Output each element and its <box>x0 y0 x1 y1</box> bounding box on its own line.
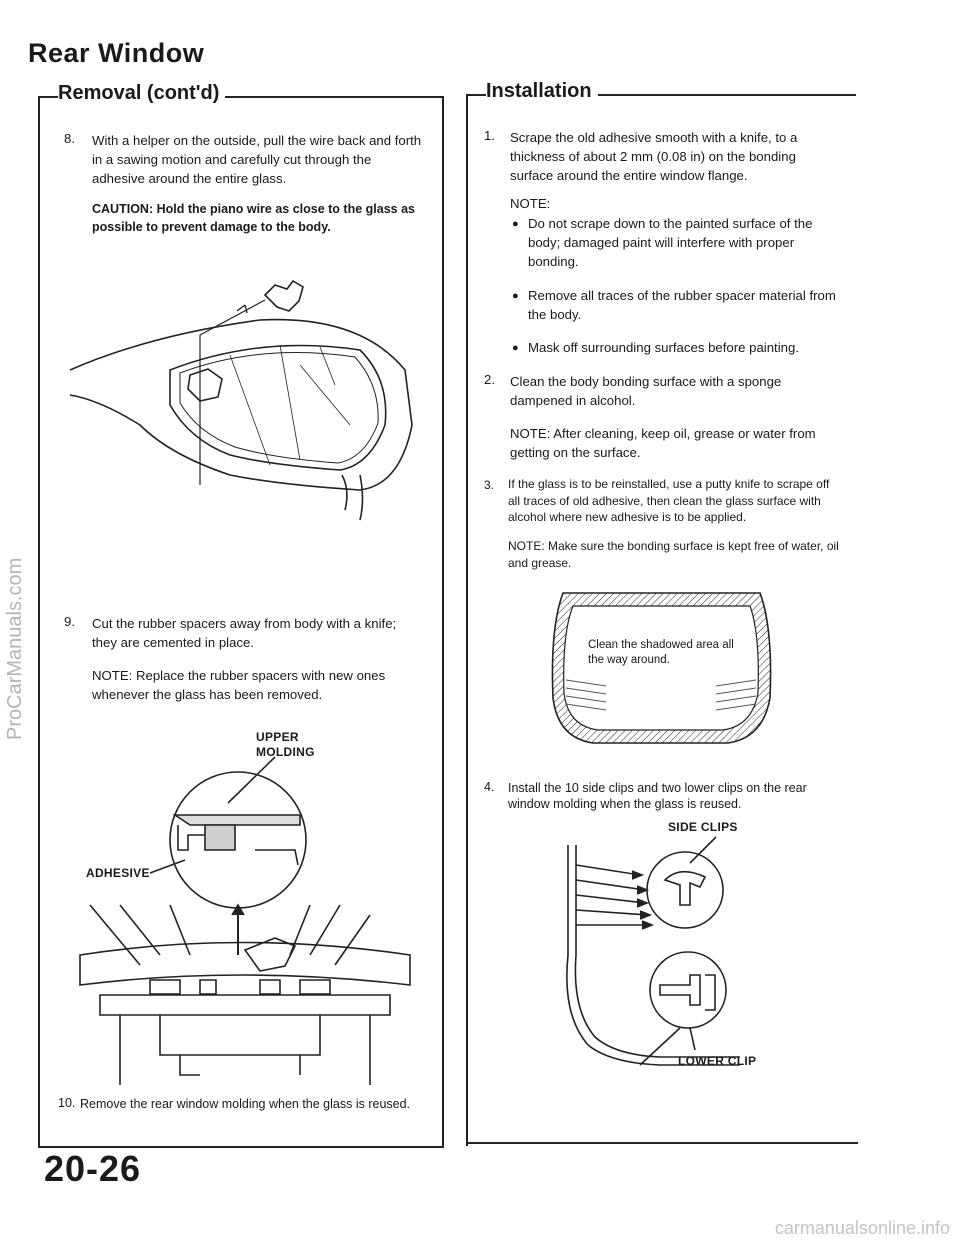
step1-number: 1. <box>484 128 495 143</box>
page-number: 20-26 <box>44 1148 142 1189</box>
step10-number: 10. <box>58 1096 76 1110</box>
step8-caution: CAUTION: Hold the piano wire as close to the glass as possible to prevent damage to the body. <box>92 202 415 234</box>
step1-bullet-3: ● Mask off surrounding surfaces before painting. <box>528 338 840 357</box>
lower-clip-label: LOWER CLIP <box>678 1054 757 1068</box>
step2-text: Clean the body bonding surface with a sponge dampened in alcohol. <box>510 374 782 408</box>
installation-bottom-rule <box>466 1142 858 1144</box>
wire-cutting-figure <box>60 275 430 525</box>
page-title: Rear Window <box>28 38 205 68</box>
step3-number: 3. <box>484 478 495 492</box>
step9-number: 9. <box>64 614 75 629</box>
step4-number: 4. <box>484 780 495 794</box>
step9-note: NOTE: Replace the rubber spacers with new ones whenever the glass has been removed. <box>92 668 386 702</box>
step8-text: With a helper on the outside, pull the wire back and forth in a sawing motion and carefully cut through the adhesive around the entire glass. <box>92 133 422 186</box>
bonding-area-figure <box>548 588 778 748</box>
bonding-area-caption: Clean the shadowed area all the way around. <box>588 639 734 666</box>
step1-bullet-2: ● Remove all traces of the rubber spacer material from the body. <box>528 286 840 324</box>
step2-note: NOTE: After cleaning, keep oil, grease or water from getting on the surface. <box>510 426 816 460</box>
step1-text: Scrape the old adhesive smooth with a knife, to a thickness of about 2 mm (0.08 in) on the bonding surface around the entire window flange. <box>510 130 798 183</box>
footer-watermark: carmanualsonline.info <box>774 1218 950 1238</box>
step3-note: NOTE: Make sure the bonding surface is kept free of water, oil and grease. <box>508 539 839 570</box>
step3-text: If the glass is to be reinstalled, use a putty knife to scrape off all traces of old adhesive, then clean the glass surface with alcohol where new adhesive is to be applied. <box>508 477 830 524</box>
side-clips-label: SIDE CLIPS <box>668 820 738 834</box>
clips-figure <box>540 835 800 1075</box>
side-watermark: ProCarManuals.com <box>4 557 26 740</box>
step1-note-label: NOTE: <box>510 196 551 211</box>
step10-text: Remove the rear window molding when the glass is reused. <box>80 1097 411 1111</box>
step8-number: 8. <box>64 131 75 146</box>
step9-text: Cut the rubber spacers away from body with a knife; they are cemented in place. <box>92 616 397 650</box>
installation-left-rule <box>466 94 468 1146</box>
upper-molding-label: UPPER MOLDING <box>256 730 315 759</box>
installation-heading: Installation <box>486 80 598 103</box>
removal-heading: Removal (cont'd) <box>58 82 225 105</box>
step2-number: 2. <box>484 372 495 387</box>
removal-right-rule <box>442 96 444 1148</box>
adhesive-label: ADHESIVE <box>86 866 150 880</box>
molding-figure <box>60 755 430 1115</box>
step1-bullet-1: ● Do not scrape down to the painted surface of the body; damaged paint will interfere with proper bonding. <box>528 214 840 271</box>
removal-left-rule <box>38 96 40 1148</box>
step4-text: Install the 10 side clips and two lower clips on the rear window molding when the glass is reused. <box>508 781 807 811</box>
